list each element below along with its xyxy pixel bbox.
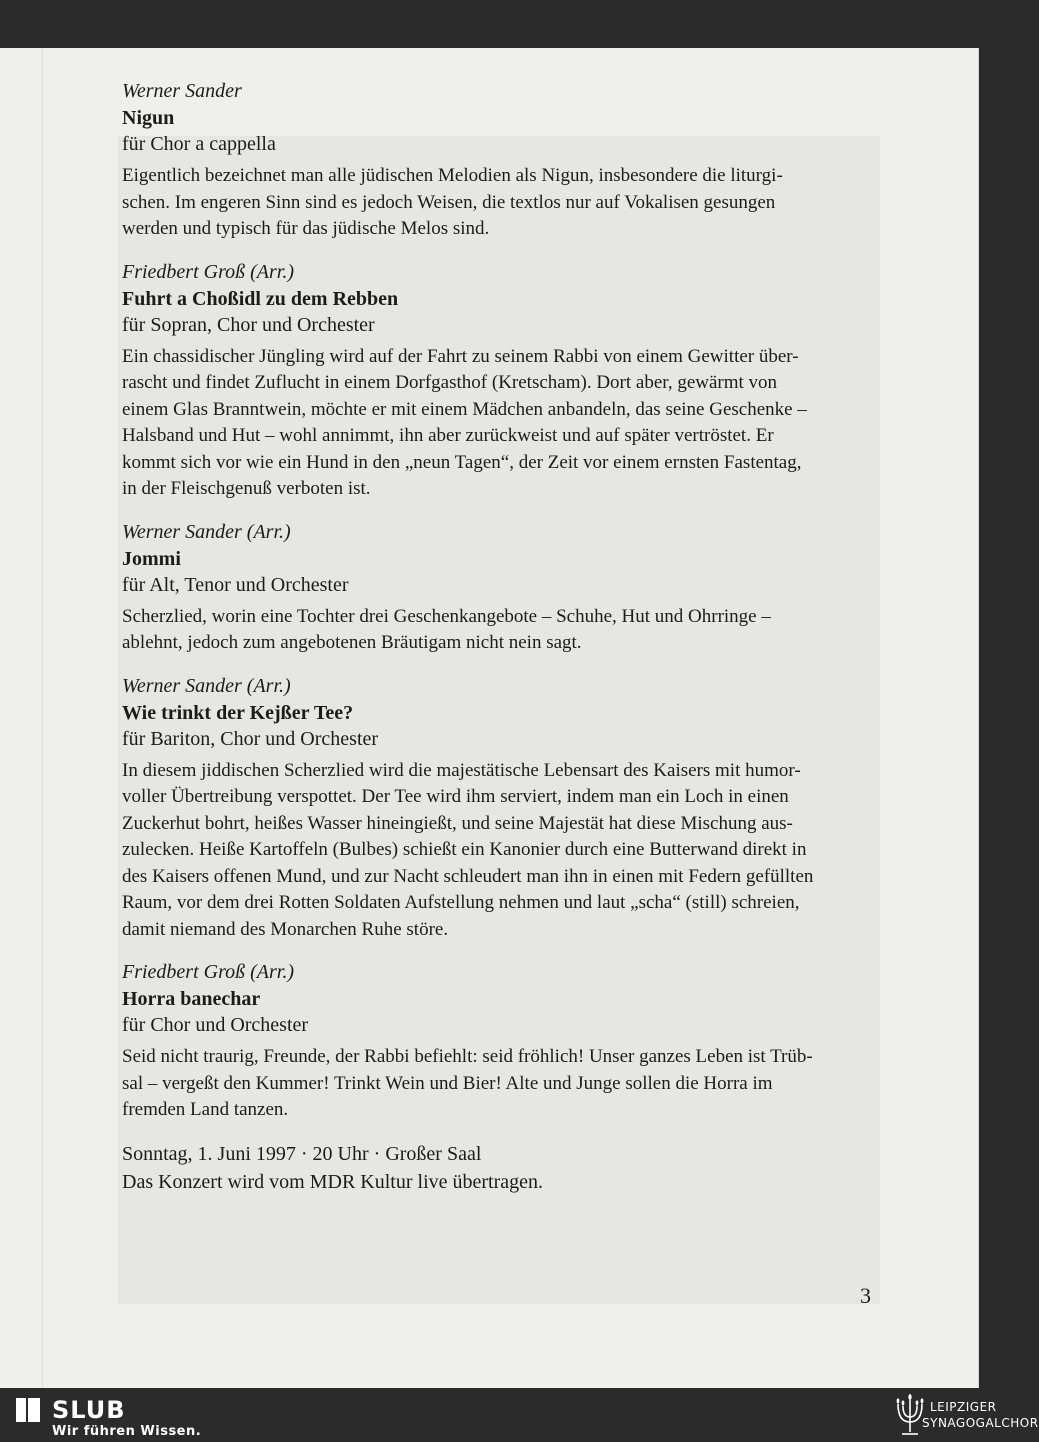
program-entry	[122, 519, 892, 657]
composer-name: Werner Sander (Arr.)	[122, 520, 291, 543]
menorah-icon	[893, 1392, 927, 1438]
piece-description	[122, 163, 892, 243]
piece-title: Nigun	[122, 107, 175, 129]
choir-name-line1: LEIPZIGER	[930, 1400, 997, 1414]
slub-logo-text[interactable]: SLUB	[52, 1396, 126, 1424]
description-line: In diesem jiddischen Scherzlied wird die majestätische Lebensart des Kaisers mit humor-	[122, 759, 801, 781]
piece-description	[122, 1044, 892, 1124]
composer-name: Friedbert Groß (Arr.)	[122, 260, 295, 283]
description-line: voller Übertreibung verspottet. Der Tee wird ihm serviert, indem man ein Loch in einen	[122, 786, 789, 807]
piece-title: Horra banechar	[122, 988, 261, 1010]
composer-name: Friedbert Groß (Arr.)	[122, 961, 295, 983]
description-line: sal – vergeßt den Kummer! Trinkt Wein und Bier! Alte und Junge sollen die Horra im	[122, 1072, 773, 1094]
description-line: fremden Land tanzen.	[122, 1099, 289, 1120]
slub-book-icon[interactable]	[14, 1396, 42, 1424]
piece-scoring: für Chor und Orchester	[122, 1014, 309, 1036]
description-line: Raum, vor dem drei Rotten Soldaten Aufstellung nehmen und laut „scha“ (still) schreien,	[122, 892, 800, 913]
program-entry	[122, 673, 892, 944]
program-entry	[122, 78, 892, 243]
description-line: zulecken. Heiße Kartoffeln (Bulbes) schießt ein Kanonier durch eine Butterwand direkt in	[122, 839, 807, 860]
description-line: kommt sich vor wie ein Hund in den „neun Tagen“, der Zeit vor einem ernsten Fastentag,	[122, 451, 802, 473]
description-line: Scherzlied, worin eine Tochter drei Geschenkangebote – Schuhe, Hut und Ohrringe –	[122, 605, 771, 627]
description-line: rascht und findet Zuflucht in einem Dorfgasthof (Kretscham). Dort aber, gewärmt von	[122, 372, 778, 393]
description-line: Halsband und Hut – wohl annimmt, ihn aber zurückweist und auf später vertröstet. Er	[122, 425, 774, 446]
page-fold	[42, 48, 44, 1388]
description-line: Zuckerhut bohrt, heißes Wasser hineingießt, und seine Majestät hat diese Mischung aus-	[122, 812, 793, 834]
piece-description	[122, 758, 892, 944]
piece-scoring: für Sopran, Chor und Orchester	[122, 313, 375, 336]
program-entry	[122, 259, 892, 503]
composer-name: Werner Sander (Arr.)	[122, 674, 291, 697]
slub-tagline: Wir führen Wissen.	[52, 1424, 202, 1439]
composer-name: Werner Sander	[122, 80, 242, 102]
piece-title: Wie trinkt der Kejßer Tee?	[122, 701, 354, 724]
description-line: schen. Im engeren Sinn sind es jedoch Weisen, die textlos nur auf Vokalisen gesungen	[122, 191, 776, 213]
program-text	[122, 78, 892, 1196]
description-line: des Kaisers offenen Mund, und zur Nacht schleudert man ihn in einen mit Federn gefüllten	[122, 865, 814, 887]
program-entry	[122, 959, 892, 1124]
description-line: Eigentlich bezeichnet man alle jüdischen Melodien als Nigun, insbesondere die liturgi-	[122, 165, 783, 186]
bottom-bar	[0, 1388, 1039, 1442]
piece-description	[122, 344, 892, 503]
description-line: Seid nicht traurig, Freunde, der Rabbi befiehlt: seid fröhlich! Unser ganzes Leben ist Trüb-	[122, 1046, 813, 1067]
piece-scoring: für Bariton, Chor und Orchester	[122, 727, 379, 750]
broadcast-note: Das Konzert wird vom MDR Kultur live übertragen.	[122, 1170, 544, 1193]
description-line: damit niemand des Monarchen Ruhe störe.	[122, 918, 449, 940]
description-line: in der Fleischgenuß verboten ist.	[122, 478, 371, 499]
concert-info	[122, 1140, 892, 1196]
concert-date-line: Sonntag, 1. Juni 1997 · 20 Uhr · Großer Saal	[122, 1142, 482, 1165]
piece-description	[122, 604, 892, 657]
piece-scoring: für Alt, Tenor und Orchester	[122, 573, 349, 596]
choir-name-line2: SYNAGOGALCHOR	[922, 1416, 1039, 1430]
description-line: ablehnt, jedoch zum angebotenen Bräutigam nicht nein sagt.	[122, 632, 582, 653]
description-line: einem Glas Branntwein, möchte er mit einem Mädchen anbandeln, das seine Geschenke –	[122, 398, 807, 420]
piece-title: Fuhrt a Choßidl zu dem Rebben	[122, 287, 399, 310]
piece-scoring: für Chor a cappella	[122, 133, 276, 155]
description-line: werden und typisch für das jüdische Melos sind.	[122, 218, 490, 239]
piece-title: Jommi	[122, 547, 181, 570]
description-line: Ein chassidischer Jüngling wird auf der Fahrt zu seinem Rabbi von einem Gewitter über-	[122, 345, 799, 367]
page-number: 3	[860, 1283, 871, 1308]
